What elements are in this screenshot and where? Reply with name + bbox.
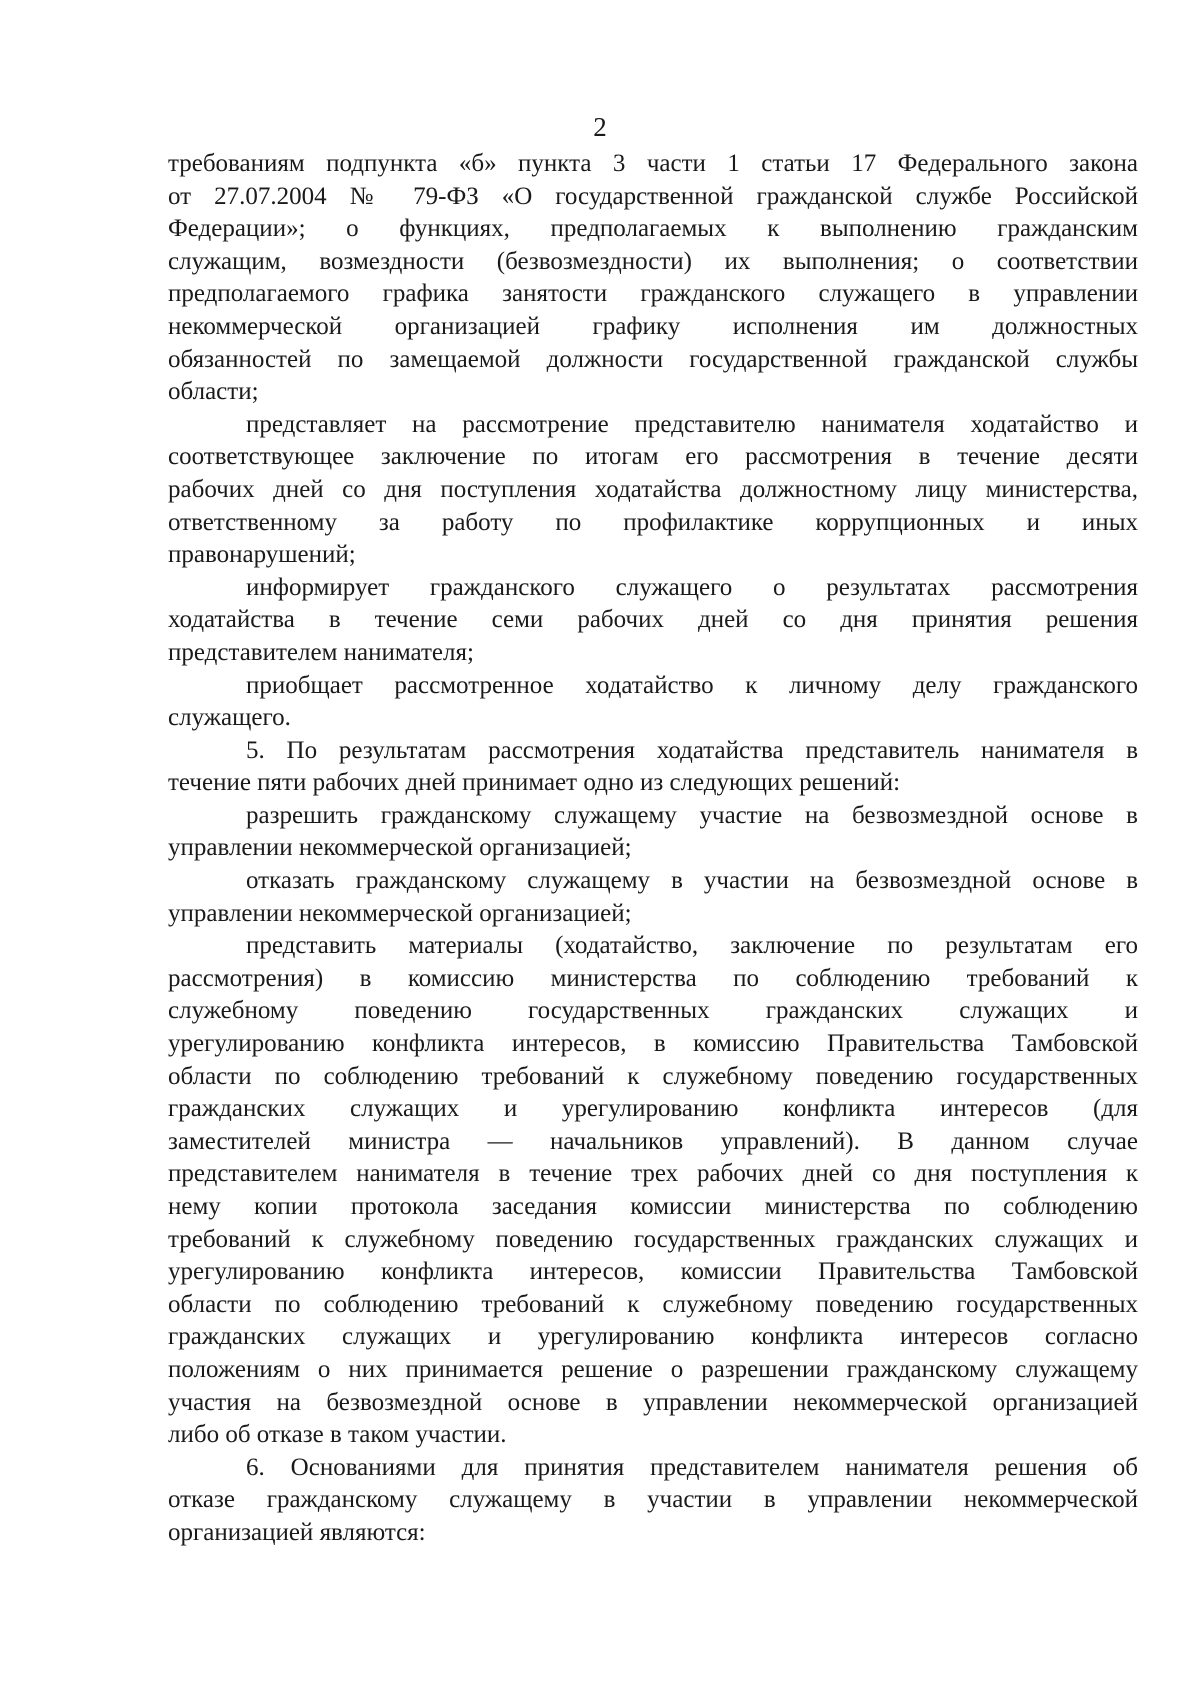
text-line: ходатайства в течение семи рабочих дней со дня принятия решения xyxy=(168,606,1138,634)
text-line: некоммерческой организацией графику исполнения им должностных xyxy=(168,312,1138,340)
text-line: рассмотрения) в комиссию министерства по соблюдению требований к xyxy=(168,964,1138,992)
text-line: нему копии протокола заседания комиссии министерства по соблюдению xyxy=(168,1193,1138,1220)
text-line: служебному поведению государственных гражданских служащих и xyxy=(168,997,1138,1025)
text-line: представителем нанимателя; xyxy=(168,638,474,666)
text-line: представить материалы (ходатайство, заключение по результатам его xyxy=(246,932,1138,960)
text-line: положениям о них принимается решение о разрешении гражданскому служащему xyxy=(168,1355,1138,1383)
paragraph xyxy=(168,148,1138,409)
paragraph xyxy=(168,865,1138,930)
text-line: гражданских служащих и урегулированию конфликта интересов (для xyxy=(168,1095,1138,1123)
text-line: 5. По результатам рассмотрения ходатайства представитель нанимателя в xyxy=(246,736,1138,764)
text-line: организацией являются: xyxy=(168,1518,426,1546)
text-line: области по соблюдению требований к служебному поведению государственных xyxy=(168,1290,1138,1318)
page-number: 2 xyxy=(593,112,607,142)
text-line: управлении некоммерческой организацией; xyxy=(168,899,632,927)
paragraph xyxy=(168,572,1138,670)
paragraph xyxy=(168,409,1138,572)
paragraph xyxy=(168,735,1138,800)
text-line: урегулированию конфликта интересов, в комиссию Правительства Тамбовской xyxy=(168,1030,1138,1058)
text-line: либо об отказе в таком участии. xyxy=(168,1421,507,1449)
text-line: представителем нанимателя в течение трех рабочих дней со дня поступления к xyxy=(168,1160,1138,1188)
text-line: 6. Основаниями для принятия представителем нанимателя решения об xyxy=(246,1453,1138,1481)
paragraph xyxy=(168,800,1138,865)
text-line: предполагаемого графика занятости гражданского служащего в управлении xyxy=(168,280,1138,308)
text-line: требований к служебному поведению государственных гражданских служащих и xyxy=(168,1225,1138,1253)
text-line: служащего. xyxy=(168,704,291,732)
text-line: течение пяти рабочих дней принимает одно из следующих решений: xyxy=(168,769,901,797)
text-line: урегулированию конфликта интересов, комиссии Правительства Тамбовской xyxy=(168,1258,1138,1286)
text-line: участия на безвозмездной основе в управлении некоммерческой организацией xyxy=(168,1388,1138,1416)
text-line: разрешить гражданскому служащему участие на безвозмездной основе в xyxy=(246,801,1138,829)
document-body xyxy=(168,148,1138,1550)
text-line: управлении некоммерческой организацией; xyxy=(168,834,632,862)
text-line: рабочих дней со дня поступления ходатайства должностному лицу министерства, xyxy=(168,475,1138,503)
text-line: отказать гражданскому служащему в участии на безвозмездной основе в xyxy=(246,867,1138,895)
text-line: соответствующее заключение по итогам его рассмотрения в течение десяти xyxy=(168,443,1138,471)
paragraph xyxy=(168,930,1138,1452)
text-line: ответственному за работу по профилактике коррупционных и иных xyxy=(168,508,1138,536)
paragraph xyxy=(168,1452,1138,1550)
text-line: от 27.07.2004 № 79-ФЗ «О государственной гражданской службе Российской xyxy=(168,182,1138,210)
text-line: информирует гражданского служащего о результатах рассмотрения xyxy=(246,573,1138,601)
text-line: Федерации»; о функциях, предполагаемых к выполнению гражданским xyxy=(168,215,1138,243)
text-line: приобщает рассмотренное ходатайство к личному делу гражданского xyxy=(246,671,1138,699)
text-line: служащим, возмездности (безвозмездности) их выполнения; о соответствии xyxy=(168,247,1138,275)
text-line: отказе гражданскому служащему в участии в управлении некоммерческой xyxy=(168,1486,1138,1514)
text-line: требованиям подпункта «б» пункта 3 части 1 статьи 17 Федерального закона xyxy=(168,150,1138,177)
text-line: правонарушений; xyxy=(168,541,356,569)
text-line: обязанностей по замещаемой должности государственной гражданской службы xyxy=(168,345,1138,373)
paragraph xyxy=(168,670,1138,735)
text-line: области по соблюдению требований к служебному поведению государственных xyxy=(168,1062,1138,1090)
text-line: заместителей министра — начальников управлений). В данном случае xyxy=(168,1127,1138,1155)
text-line: представляет на рассмотрение представителю нанимателя ходатайство и xyxy=(246,410,1138,438)
text-line: гражданских служащих и урегулированию конфликта интересов согласно xyxy=(168,1323,1138,1351)
text-line: области; xyxy=(168,378,259,406)
